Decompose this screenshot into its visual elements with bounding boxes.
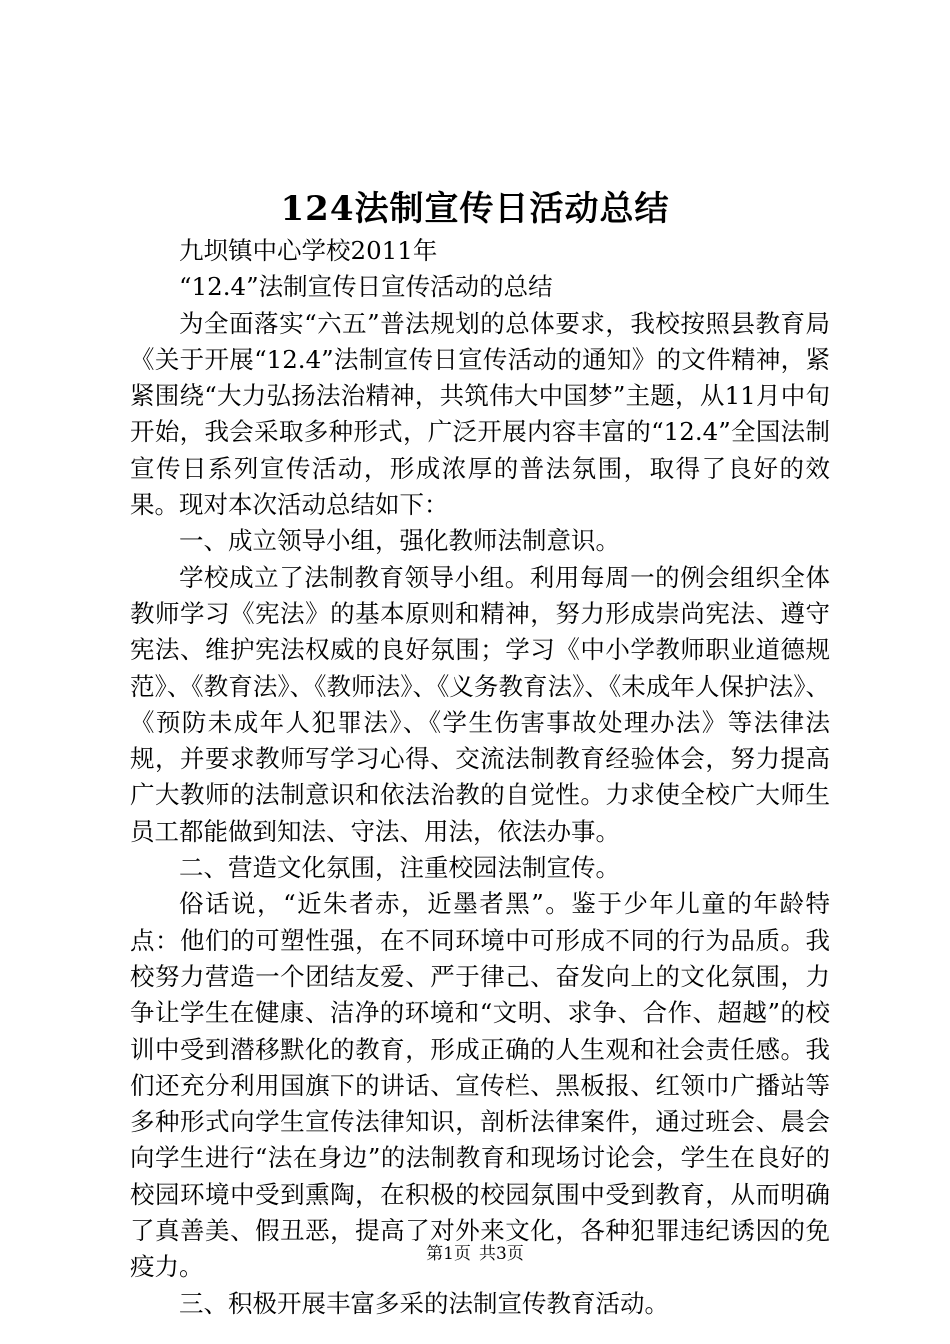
- paragraph: 九坝镇中心学校2011年: [179, 236, 438, 265]
- paragraph: 为全面落实“六五”普法规划的总体要求，我校按照县教育局《关于开展“12.4”法制宣传日宣传活动的通知》的文件精神，紧紧围绕“大力弘扬法治精神，共筑伟大中国梦”主题，从11月中旬开始，我会采取多种形式，广泛开展内容丰富的“12.4”全国法制宣传日系列宣传活动，形成浓厚的普法氛围，取得了良好的效果。现对本次活动总结如下：: [130, 308, 830, 520]
- paragraph: 学校成立了法制教育领导小组。利用每周一的例会组织全体教师学习《宪法》的基本原则和精神，努力形成崇尚宪法、遵守宪法、维护宪法权威的良好氛围；学习《中小学教师职业道德规范》、《教育法》、《教师法》、《义务教育法》、《未成年人保护法》、《预防未成年人犯罪法》、《学生伤害事故处理办法》等法律法规，并要求教师写学习心得、交流法制教育经验体会，努力提高广大教师的法制意识和依法治教的自觉性。力求使全校广大师生员工都能做到知法、守法、用法，依法办事。: [130, 562, 830, 846]
- document-body: [130, 233, 830, 1322]
- section-heading: 三、积极开展丰富多采的法制宣传教育活动。: [179, 1288, 669, 1318]
- paragraph: “12.4”法制宣传日宣传活动的总结: [179, 272, 553, 302]
- document-title: 124法制宣传日活动总结: [280, 189, 670, 229]
- paragraph: 俗话说，“近朱者赤，近墨者黑”。鉴于少年儿童的年龄特点：他们的可塑性强，在不同环境中可形成不同的行为品质。我校努力营造一个团结友爱、严于律己、奋发向上的文化氛围，力争让学生在健康、洁净的环境和“文明、求争、合作、超越”的校训中受到潜移默化的教育，形成正确的人生观和社会责任感。我们还充分利用国旗下的讲话、宣传栏、黑板报、红领巾广播站等多种形式向学生宣传法律知识，剖析法律案件，通过班会、晨会向学生进行“法在身边”的法制教育和现场讨论会，学生在良好的校园环境中受到熏陶，在积极的校园氛围中受到教育，从而明确了真善美、假丑恶，提高了对外来文化，各种犯罪违纪诱因的免疫力。: [130, 889, 830, 1282]
- page-footer: [0, 1242, 950, 1266]
- page-number: 第1页: [426, 1244, 471, 1264]
- section-heading: 二、营造文化氛围，注重校园法制宣传。: [179, 853, 620, 883]
- page-total: 共3页: [479, 1244, 524, 1264]
- section-heading: 一、成立领导小组，强化教师法制意识。: [179, 526, 620, 556]
